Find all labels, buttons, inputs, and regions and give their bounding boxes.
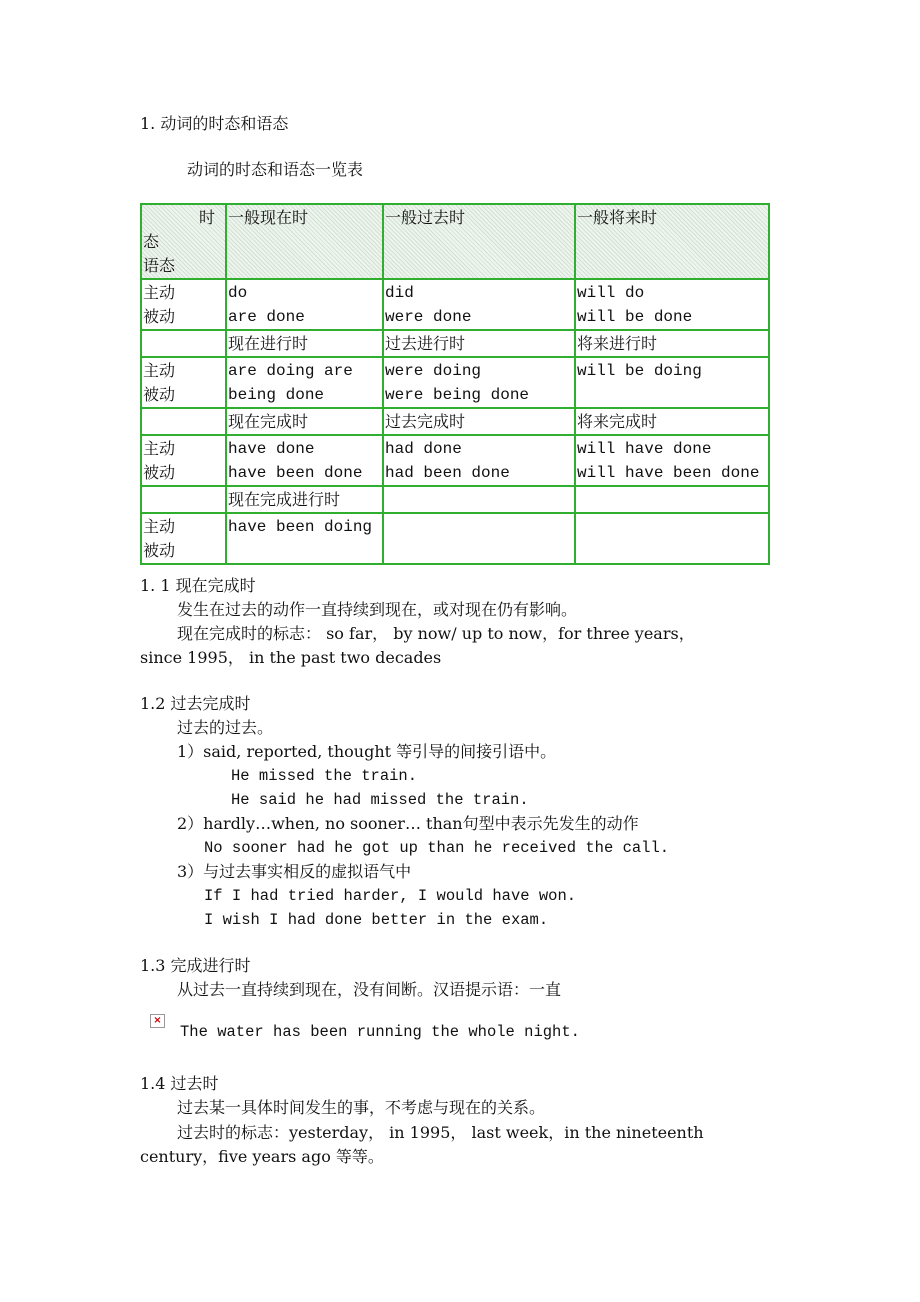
table-cell: 现在完成时	[226, 408, 383, 435]
paragraph: 现在完成时的标志： so far， by now/ up to now，for three years，	[177, 624, 695, 643]
table-cell	[141, 486, 226, 513]
header-simple-past: 一般过去时	[383, 204, 575, 279]
paragraph: 过去的过去。	[177, 718, 274, 737]
table-header-row	[141, 204, 769, 279]
voice-cell: 主动 被动	[141, 279, 226, 330]
paragraph: 发生在过去的动作一直持续到现在，或对现在仍有影响。	[177, 600, 578, 619]
voice-cell: 主动 被动	[141, 435, 226, 486]
list-item: 2）hardly…when, no sooner… than句型中表示先发生的动作	[177, 814, 639, 833]
table-cell	[141, 330, 226, 357]
header-simple-present: 一般现在时	[226, 204, 383, 279]
table-row	[141, 435, 769, 486]
example-sentence: If I had tried harder, I would have won.	[204, 887, 577, 905]
corner-label-tai: 态	[143, 232, 160, 251]
paragraph: 过去某一具体时间发生的事，不考虑与现在的关系。	[177, 1098, 546, 1117]
table-cell: will be doing	[575, 357, 769, 408]
table-cell: 过去进行时	[383, 330, 575, 357]
table-row	[141, 279, 769, 330]
section-heading: 1. 动词的时态和语态	[140, 114, 289, 133]
table-cell	[141, 408, 226, 435]
table-cell: 现在完成进行时	[226, 486, 383, 513]
corner-label-tense: 时	[198, 208, 215, 227]
section-1-2-title: 1.2 过去完成时	[140, 694, 251, 713]
section-1-4-title: 1.4 过去时	[140, 1074, 219, 1093]
paragraph: century，five years ago 等等。	[140, 1147, 384, 1166]
paragraph: since 1995， in the past two decades	[140, 648, 442, 667]
table-cell: 将来完成时	[575, 408, 769, 435]
table-subheader-row	[141, 408, 769, 435]
table-cell: were doing were being done	[383, 357, 575, 408]
example-sentence: The water has been running the whole night.	[180, 1023, 580, 1041]
table-cell: have been doing	[226, 513, 383, 564]
example-sentence: He said he had missed the train.	[231, 791, 529, 809]
table-cell: will do will be done	[575, 279, 769, 330]
table-cell: have done have been done	[226, 435, 383, 486]
list-item: 3）与过去事实相反的虚拟语气中	[177, 862, 412, 881]
corner-header-cell	[141, 204, 226, 279]
example-sentence: No sooner had he got up than he received the call.	[204, 839, 670, 857]
table-cell	[575, 486, 769, 513]
table-cell	[575, 513, 769, 564]
table-cell: 现在进行时	[226, 330, 383, 357]
broken-image-icon: ×	[150, 1014, 165, 1028]
section-1-1-title: 1. 1 现在完成时	[140, 576, 256, 595]
paragraph: 过去时的标志：yesterday， in 1995， last week，in the nineteenth	[177, 1123, 704, 1142]
table-cell: had done had been done	[383, 435, 575, 486]
table-row	[141, 357, 769, 408]
table-cell	[383, 513, 575, 564]
example-sentence: I wish I had done better in the exam.	[204, 911, 549, 929]
voice-cell: 主动 被动	[141, 513, 226, 564]
paragraph: 从过去一直持续到现在，没有间断。汉语提示语：一直	[177, 980, 562, 999]
voice-cell: 主动 被动	[141, 357, 226, 408]
table-cell: will have done will have been done	[575, 435, 769, 486]
corner-label-voice: 语态	[143, 256, 176, 275]
table-cell: 将来进行时	[575, 330, 769, 357]
table-subheader-row	[141, 330, 769, 357]
section-1-3-title: 1.3 完成进行时	[140, 956, 251, 975]
list-item: 1）said, reported, thought 等引导的间接引语中。	[177, 742, 557, 761]
table-cell: 过去完成时	[383, 408, 575, 435]
table-cell: do are done	[226, 279, 383, 330]
table-cell	[383, 486, 575, 513]
table-row	[141, 513, 769, 564]
table-subheader-row	[141, 486, 769, 513]
table-cell: are doing are being done	[226, 357, 383, 408]
table-cell: did were done	[383, 279, 575, 330]
tense-voice-table	[140, 203, 770, 565]
header-simple-future: 一般将来时	[575, 204, 769, 279]
table-title: 动词的时态和语态一览表	[187, 160, 364, 179]
example-sentence: He missed the train.	[231, 767, 418, 785]
